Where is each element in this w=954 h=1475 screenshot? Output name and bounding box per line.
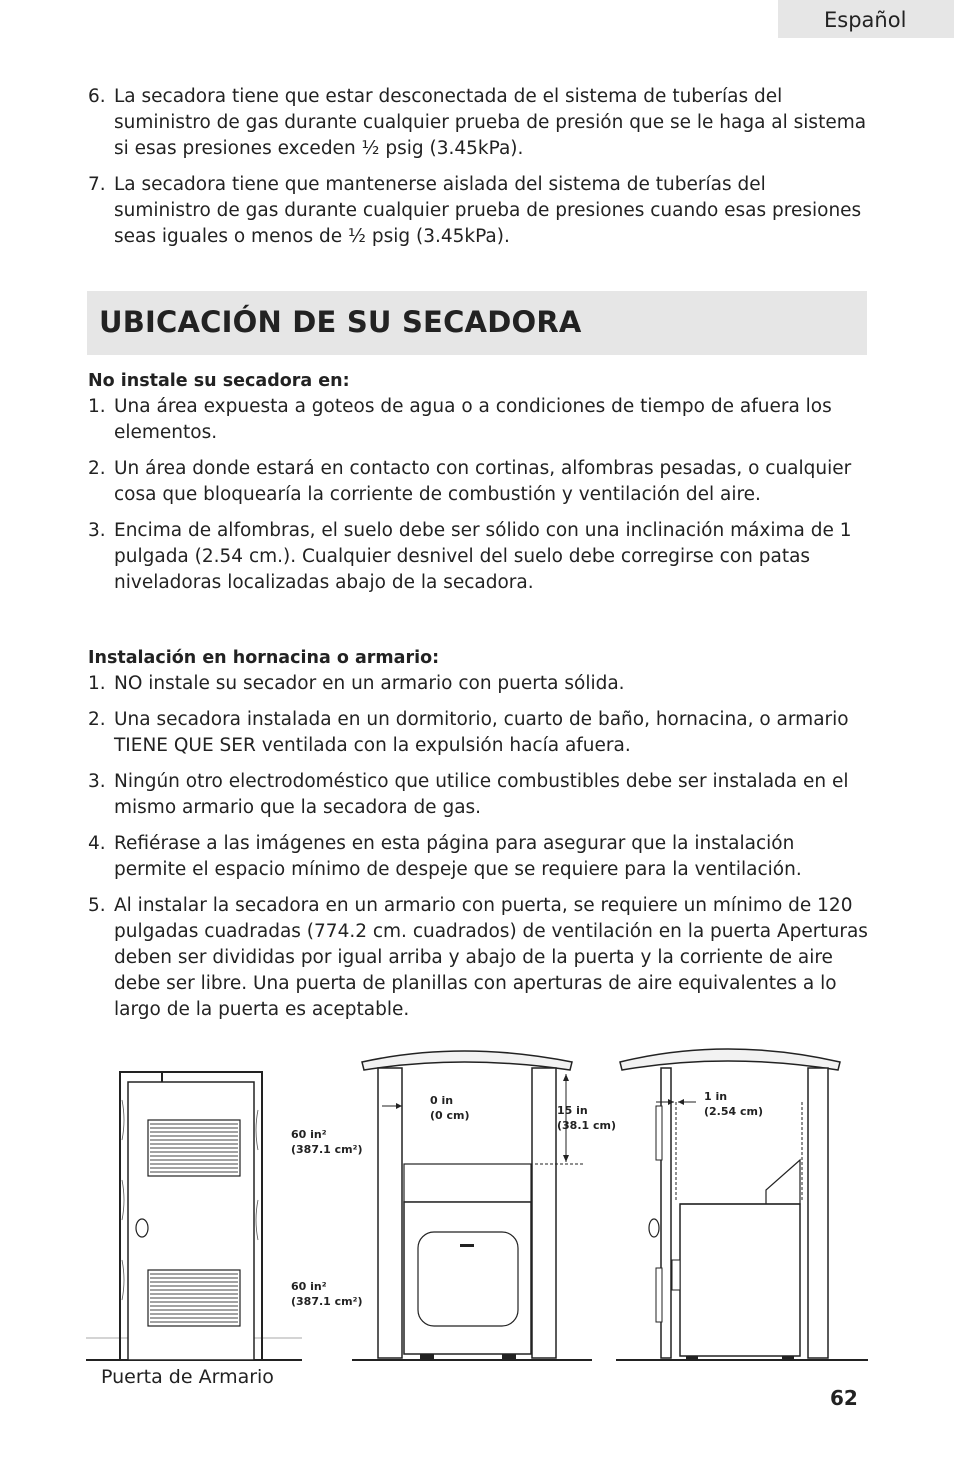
side-clearance-diagram bbox=[616, 1040, 870, 1365]
top-vent bbox=[148, 1120, 240, 1176]
list-item: 6. La secadora tiene que estar desconectada de el sistema de tuberías del suministro de gas durante cualquier prueba de presión que se le haga al sistema si esas presiones exceden ½ psig (3.45kPa). bbox=[88, 86, 867, 159]
top-clearance-label: 15 in bbox=[557, 1104, 588, 1117]
top-vent-label: 60 in² bbox=[291, 1128, 327, 1141]
left-wall bbox=[378, 1068, 402, 1358]
no-install-block bbox=[88, 368, 868, 606]
intro-list-block bbox=[88, 84, 868, 260]
rear-clearance-label: 1 in bbox=[704, 1090, 728, 1103]
no-install-heading: No instale su secadora en: bbox=[88, 371, 350, 391]
section-header bbox=[87, 291, 867, 355]
rear-clearance-label-cm: (2.54 cm) bbox=[704, 1105, 764, 1118]
list-item: 1. Una área expuesta a goteos de agua o a condiciones de tiempo de afuera los elementos. bbox=[88, 396, 832, 443]
closet-door-diagram bbox=[86, 1040, 363, 1365]
list-item: 1. NO instale su secador en un armario con puerta sólida. bbox=[88, 673, 625, 694]
bottom-vent bbox=[148, 1270, 240, 1326]
side-clearance-label: 0 in bbox=[430, 1094, 454, 1107]
door-knob bbox=[136, 1219, 148, 1237]
closet-heading: Instalación en hornacina o armario: bbox=[88, 648, 440, 668]
closet-block bbox=[88, 645, 868, 1033]
top-clearance-label-cm: (38.1 cm) bbox=[557, 1119, 617, 1132]
list-item: 3. Ningún otro electrodoméstico que utilice combustibles debe ser instalada en el mismo armario que la secadora de gas. bbox=[88, 771, 849, 818]
list-item: 7. La secadora tiene que mantenerse aislada del sistema de tuberías del suministro de gas durante cualquier prueba de presiones cuando esas presiones seas iguales o menos de ½ psig (3.45kPa). bbox=[88, 174, 862, 247]
front-clearance-diagram bbox=[352, 1040, 617, 1365]
language-tab bbox=[778, 0, 954, 38]
section-title: UBICACIÓN DE SU SECADORA bbox=[99, 305, 582, 339]
dryer-side bbox=[680, 1204, 800, 1356]
list-item: 5. Al instalar la secadora en un armario con puerta, se requiere un mínimo de 120 pulgadas cuadradas (774.2 cm. cuadrados) de ventilación en la puerta Aperturas deben ser divididas por igual arriba y abajo de la puerta y la corriente de aire debe ser libre. Una puerta de planillas con aperturas de aire equivalentes a lo largo de la puerta es aceptable. bbox=[88, 895, 868, 1020]
door-diagram-caption: Puerta de Armario bbox=[101, 1366, 274, 1388]
right-wall bbox=[532, 1068, 556, 1358]
back-wall bbox=[808, 1068, 828, 1358]
no-install-list bbox=[88, 394, 868, 596]
bottom-vent-label: 60 in² bbox=[291, 1280, 327, 1293]
list-item: 3. Encima de alfombras, el suelo debe ser sólido con una inclinación máxima de 1 pulgada (2.54 cm.). Cualquier desnivel del suelo debe corregirse con patas niveladoras localizadas abajo de la secadora. bbox=[88, 520, 852, 593]
list-item: 2. Una secadora instalada en un dormitorio, cuarto de baño, hornacina, o armario TIENE QUE SER ventilada con la expulsión hacía afuera. bbox=[88, 709, 849, 756]
list-item: 2. Un área donde estará en contacto con cortinas, alfombras pesadas, o cualquier cosa que bloquearía la corriente de combustión y ventilación del aire. bbox=[88, 458, 852, 505]
language-label: Español bbox=[824, 8, 907, 32]
page-number: 62 bbox=[830, 1386, 858, 1410]
bottom-vent-label-cm: (387.1 cm²) bbox=[291, 1295, 363, 1308]
side-clearance-label-cm: (0 cm) bbox=[430, 1109, 470, 1122]
list-item: 4. Refiérase a las imágenes en esta página para asegurar que la instalación permite el espacio mínimo de despeje que se requiere para la ventilación. bbox=[88, 833, 802, 880]
dryer-control-panel bbox=[404, 1164, 531, 1202]
intro-list bbox=[88, 84, 868, 250]
closet-list bbox=[88, 671, 868, 1023]
top-vent-label-cm: (387.1 cm²) bbox=[291, 1143, 363, 1156]
